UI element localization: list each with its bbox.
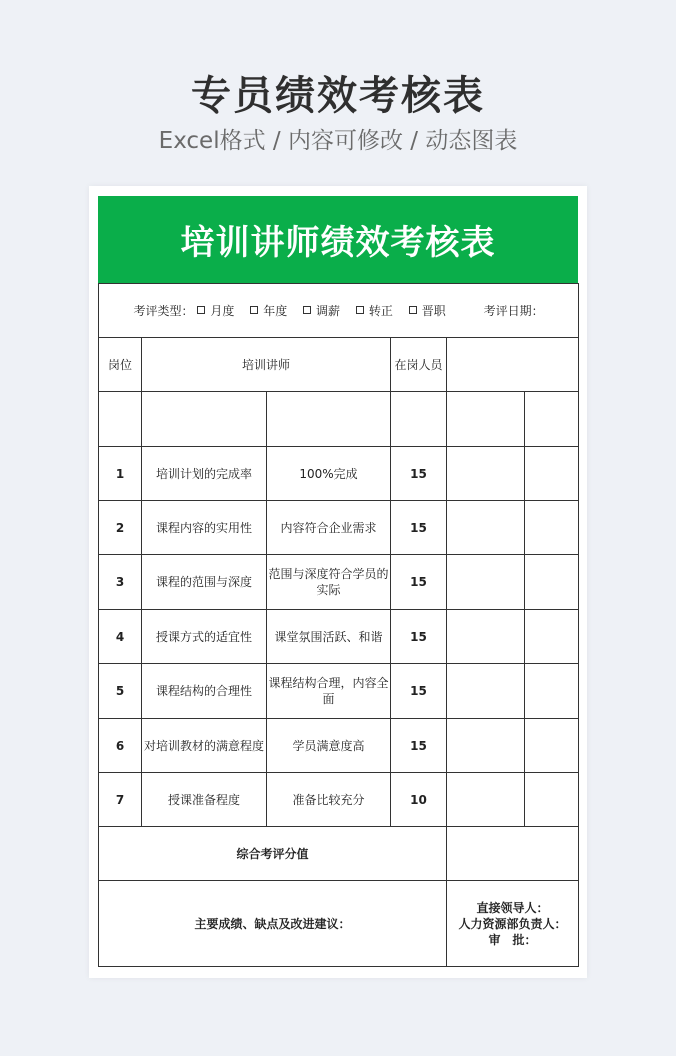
blank-cell[interactable]: [142, 392, 267, 447]
criteria-row: [99, 555, 579, 610]
criteria-standard[interactable]: 课程结构合理，内容全面: [267, 664, 391, 719]
form-title: 培训讲师绩效考核表: [180, 223, 496, 263]
checkbox-icon[interactable]: [303, 306, 311, 314]
criteria-row: [99, 447, 579, 501]
row-number: 2: [99, 501, 142, 555]
blank-cell[interactable]: [447, 555, 525, 610]
criteria-row: [99, 501, 579, 555]
blank-cell[interactable]: [525, 447, 579, 501]
blank-header-row: [99, 392, 579, 447]
summary-value-cell[interactable]: [447, 827, 579, 881]
evaluation-type-label: 考评类型：: [133, 303, 194, 318]
blank-cell[interactable]: [525, 501, 579, 555]
blank-cell[interactable]: [525, 664, 579, 719]
criteria-item[interactable]: 授课准备程度: [142, 773, 267, 827]
criteria-score[interactable]: 15: [391, 447, 447, 501]
criteria-standard[interactable]: 学员满意度高: [267, 719, 391, 773]
row-number: 7: [99, 773, 142, 827]
criteria-standard[interactable]: 课堂氛围活跃、和谐: [267, 610, 391, 664]
checkbox-icon[interactable]: [409, 306, 417, 314]
blank-cell[interactable]: [447, 664, 525, 719]
blank-cell[interactable]: [525, 555, 579, 610]
signature-hr-head: 人力资源部负责人：: [458, 916, 567, 931]
signature-approval: 审 批：: [488, 932, 537, 947]
blank-cell[interactable]: [391, 392, 447, 447]
criteria-item[interactable]: 课程结构的合理性: [142, 664, 267, 719]
criteria-standard[interactable]: 范围与深度符合学员的实际: [267, 555, 391, 610]
option-promotion[interactable]: 晋职: [409, 304, 446, 318]
criteria-row: [99, 610, 579, 664]
criteria-item[interactable]: 培训计划的完成率: [142, 447, 267, 501]
blank-cell[interactable]: [447, 610, 525, 664]
option-salary-adjust[interactable]: 调薪: [303, 304, 340, 318]
blank-cell[interactable]: [447, 447, 525, 501]
criteria-score[interactable]: 10: [391, 773, 447, 827]
row-number: 1: [99, 447, 142, 501]
page-title: 专员绩效考核表: [191, 73, 485, 119]
option-regularization[interactable]: 转正: [356, 304, 393, 318]
row-number: 3: [99, 555, 142, 610]
blank-cell[interactable]: [525, 392, 579, 447]
staff-label: 在岗人员: [391, 338, 447, 392]
blank-cell[interactable]: [447, 501, 525, 555]
blank-cell[interactable]: [447, 719, 525, 773]
criteria-score[interactable]: 15: [391, 610, 447, 664]
criteria-standard[interactable]: 准备比较充分: [267, 773, 391, 827]
criteria-row: [99, 719, 579, 773]
criteria-item[interactable]: 对培训教材的满意程度: [142, 719, 267, 773]
blank-cell[interactable]: [447, 392, 525, 447]
signature-direct-leader: 直接领导人：: [476, 900, 549, 915]
evaluation-date-label: 考评日期：: [483, 303, 544, 318]
blank-cell[interactable]: [99, 392, 142, 447]
staff-value-cell[interactable]: [447, 338, 579, 392]
evaluation-table: [98, 283, 579, 967]
criteria-rows: [99, 447, 579, 827]
page-subtitle: Excel格式 / 内容可修改 / 动态图表: [158, 128, 518, 154]
criteria-score[interactable]: 15: [391, 719, 447, 773]
blank-cell[interactable]: [525, 773, 579, 827]
criteria-item[interactable]: 课程的范围与深度: [142, 555, 267, 610]
checkbox-icon[interactable]: [250, 306, 258, 314]
criteria-standard[interactable]: 100%完成: [267, 447, 391, 501]
form-banner: [98, 196, 578, 283]
blank-cell[interactable]: [447, 773, 525, 827]
summary-row: [99, 827, 579, 881]
criteria-standard[interactable]: 内容符合企业需求: [267, 501, 391, 555]
row-number: 4: [99, 610, 142, 664]
blank-cell[interactable]: [525, 719, 579, 773]
criteria-row: [99, 773, 579, 827]
position-label: 岗位: [99, 338, 142, 392]
blank-cell[interactable]: [525, 610, 579, 664]
criteria-item[interactable]: 授课方式的适宜性: [142, 610, 267, 664]
notes-cell[interactable]: [99, 881, 447, 967]
blank-cell[interactable]: [267, 392, 391, 447]
option-monthly[interactable]: 月度: [197, 304, 234, 318]
criteria-row: [99, 664, 579, 719]
option-annual[interactable]: 年度: [250, 304, 287, 318]
criteria-score[interactable]: 15: [391, 501, 447, 555]
criteria-score[interactable]: 15: [391, 664, 447, 719]
position-value[interactable]: 培训讲师: [142, 338, 391, 392]
checkbox-icon[interactable]: [197, 306, 205, 314]
notes-label: 主要成绩、缺点及改进建议：: [194, 916, 351, 931]
notes-row: [99, 881, 579, 967]
summary-label: 综合考评分值: [99, 827, 447, 881]
evaluation-type-row: [99, 284, 579, 338]
criteria-item[interactable]: 课程内容的实用性: [142, 501, 267, 555]
criteria-score[interactable]: 15: [391, 555, 447, 610]
row-number: 6: [99, 719, 142, 773]
position-row: [99, 338, 579, 392]
signature-cell[interactable]: [447, 881, 579, 967]
checkbox-icon[interactable]: [356, 306, 364, 314]
row-number: 5: [99, 664, 142, 719]
